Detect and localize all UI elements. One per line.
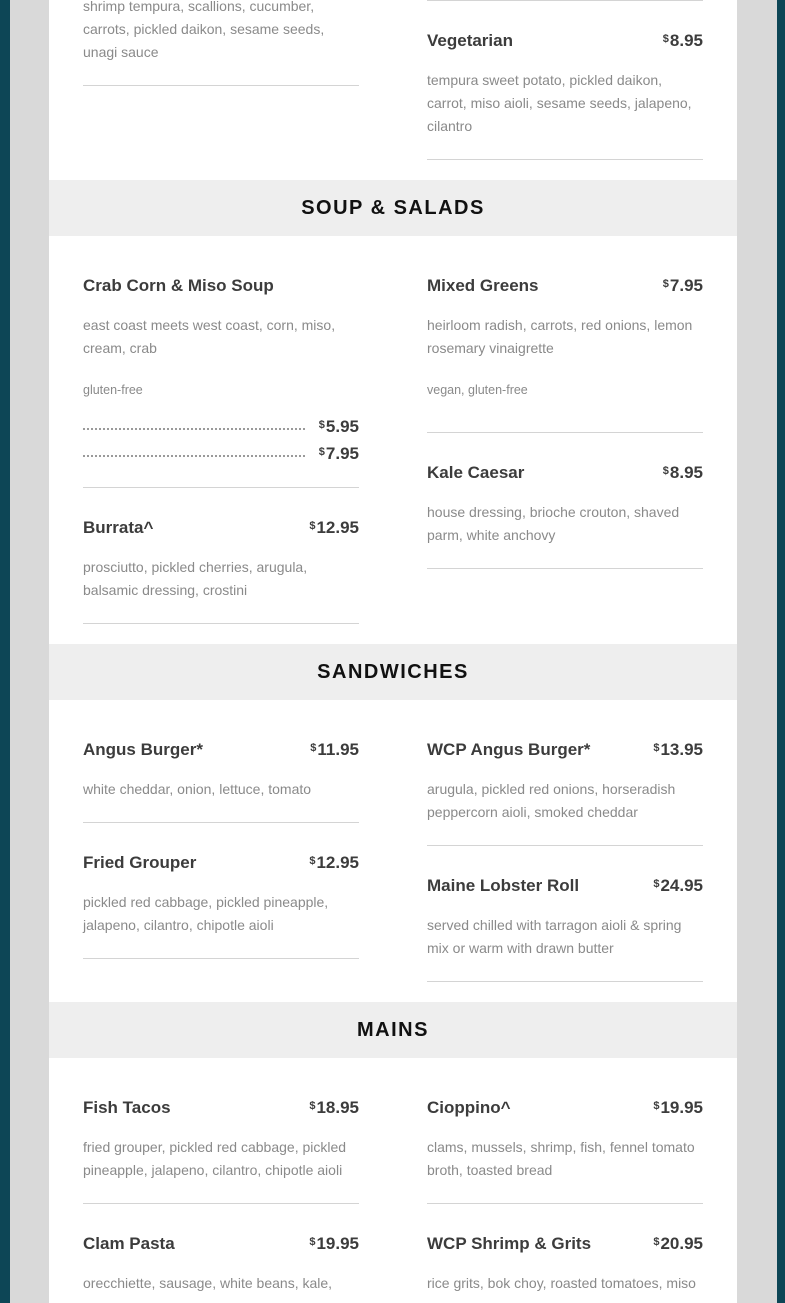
dietary-tag: vegan, gluten-free — [427, 383, 528, 397]
item-price: $13.95 — [653, 740, 703, 759]
item-description: pickled red cabbage, pickled pineapple, jalapeno, cilantro, chipotle aioli — [83, 894, 329, 933]
divider — [427, 1203, 703, 1204]
item-name: Cioppino^ — [427, 1098, 511, 1117]
item-price: $19.95 — [653, 1098, 703, 1117]
divider — [83, 623, 359, 624]
divider — [427, 0, 703, 1]
divider — [83, 1203, 359, 1204]
item-name: Angus Burger* — [83, 740, 203, 759]
menu-item-wcp-angus-burger[interactable] — [427, 740, 703, 824]
menu-item-clam-pasta[interactable] — [83, 1234, 359, 1295]
menu-item-kale-caesar[interactable] — [427, 463, 703, 547]
item-price: $5.95 — [318, 417, 359, 436]
item-name: Maine Lobster Roll — [427, 876, 580, 895]
menu-item-maine-lobster-roll[interactable] — [427, 876, 703, 960]
divider — [83, 958, 359, 959]
item-name: Burrata^ — [83, 518, 154, 537]
item-description: white cheddar, onion, lettuce, tomato — [83, 781, 312, 797]
divider — [83, 822, 359, 823]
item-price: $8.95 — [662, 31, 703, 50]
item-price: $7.95 — [318, 444, 359, 463]
divider — [427, 845, 703, 846]
section-header-mains: MAINS — [49, 1002, 737, 1058]
size-price-row — [83, 417, 359, 437]
partial-item-description: shrimp tempura, scallions, cucumber, carrots, pickled daikon, sesame seeds, unagi sauce — [83, 0, 325, 60]
item-name: Clam Pasta — [83, 1234, 175, 1253]
item-description: east coast meets west coast, corn, miso, cream, crab — [83, 317, 336, 356]
divider — [427, 568, 703, 569]
item-price: $18.95 — [309, 1098, 359, 1117]
item-description: heirloom radish, carrots, red onions, lemon rosemary vinaigrette — [427, 317, 693, 356]
item-description: served chilled with tarragon aioli & spring mix or warm with drawn butter — [427, 917, 682, 956]
divider — [427, 159, 703, 160]
item-price: $12.95 — [309, 853, 359, 872]
item-name: WCP Angus Burger* — [427, 740, 591, 759]
item-name: Kale Caesar — [427, 463, 525, 482]
menu-item-angus-burger[interactable] — [83, 740, 359, 801]
dietary-tag: gluten-free — [83, 383, 143, 397]
divider — [83, 85, 359, 86]
menu-item-cioppino[interactable] — [427, 1098, 703, 1182]
item-price: $11.95 — [310, 740, 359, 759]
item-name: Fried Grouper — [83, 853, 197, 872]
menu-item-burrata[interactable] — [83, 518, 359, 602]
dot-leader — [83, 428, 305, 430]
item-description: arugula, pickled red onions, horseradish peppercorn aioli, smoked cheddar — [427, 781, 676, 820]
divider — [427, 981, 703, 982]
menu-item-mixed-greens[interactable] — [427, 276, 703, 398]
item-name: Crab Corn & Miso Soup — [83, 276, 274, 295]
size-price-row — [83, 444, 359, 464]
item-price: $19.95 — [309, 1234, 359, 1253]
item-name: WCP Shrimp & Grits — [427, 1234, 592, 1253]
item-price: $20.95 — [653, 1234, 703, 1253]
menu-item-fried-grouper[interactable] — [83, 853, 359, 937]
item-price: $12.95 — [309, 518, 359, 537]
menu-item-wcp-shrimp-grits[interactable] — [427, 1234, 703, 1295]
item-price: $7.95 — [662, 276, 703, 295]
item-description: prosciutto, pickled cherries, arugula, balsamic dressing, crostini — [83, 559, 308, 598]
item-description: house dressing, brioche crouton, shaved parm, white anchovy — [427, 504, 680, 543]
item-description: orecchiette, sausage, white beans, kale, — [83, 1275, 333, 1291]
item-name: Vegetarian — [427, 31, 513, 50]
section-header-sandwiches: SANDWICHES — [49, 644, 737, 700]
item-price: $24.95 — [653, 876, 703, 895]
item-description: fried grouper, pickled red cabbage, pickled pineapple, jalapeno, cilantro, chipotle aioli — [83, 1139, 347, 1178]
dot-leader — [83, 455, 305, 457]
divider — [427, 432, 703, 433]
item-name: Mixed Greens — [427, 276, 539, 295]
menu-item-crab-corn-miso-soup[interactable] — [83, 276, 359, 398]
item-name: Fish Tacos — [83, 1098, 171, 1117]
item-description: tempura sweet potato, pickled daikon, carrot, miso aioli, sesame seeds, jalapeno, cilantro — [427, 72, 692, 134]
item-description: rice grits, bok choy, roasted tomatoes, miso — [427, 1275, 696, 1291]
menu-item-vegetarian[interactable] — [427, 31, 703, 138]
item-description: clams, mussels, shrimp, fish, fennel tomato broth, toasted bread — [427, 1139, 695, 1178]
menu-item-fish-tacos[interactable] — [83, 1098, 359, 1182]
divider — [83, 487, 359, 488]
section-header-soup-salads: SOUP & SALADS — [49, 180, 737, 236]
item-price: $8.95 — [662, 463, 703, 482]
